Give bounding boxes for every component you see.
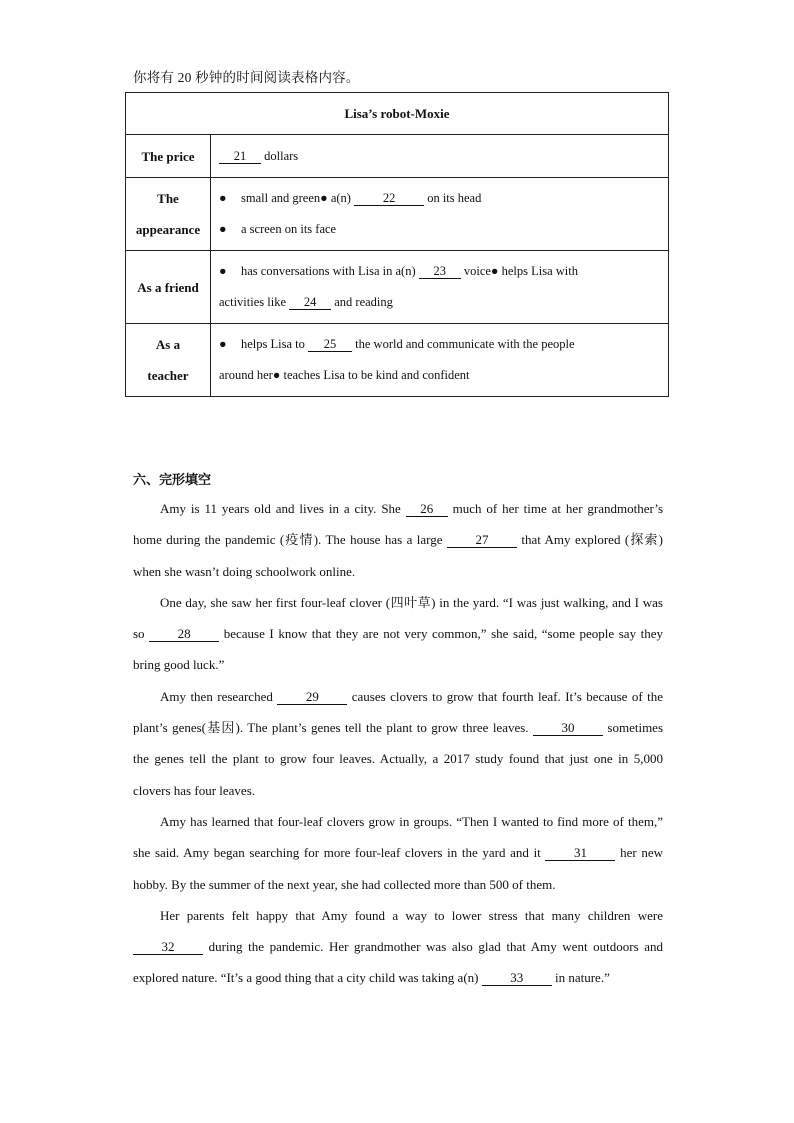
table-row-friend: As a friend ● has conversations with Lisa in a(n) 23 voice● helps Lisa with activities like 24 and reading (126, 251, 669, 324)
blank-32: 32 (133, 940, 203, 955)
table-row-appearance: The appearance ● small and green● a(n) 22 on its head ● a screen on its face (126, 178, 669, 251)
blank-26: 26 (406, 502, 448, 517)
cloze-section (133, 467, 663, 994)
bullet: ● (219, 191, 227, 205)
blank-24: 24 (289, 295, 331, 310)
label-friend: As a friend (126, 251, 211, 324)
bullet: ● (219, 264, 227, 278)
table-row-teacher: As a teacher ● helps Lisa to 25 the world and communicate with the people around her● teaches Lisa to be kind and confident (126, 324, 669, 397)
paragraph-5: Her parents felt happy that Amy found a way to lower stress that many children were 32 during the pandemic. Her grandmother was also glad that Amy went outdoors and explored nature. “It’s a good thing that a city child was taking a(n) 33 in nature.” (133, 907, 664, 986)
label-teacher: As a teacher (126, 324, 211, 397)
paragraph-1: Amy is 11 years old and lives in a city. She 26 much of her time at her grandmother’s home during the pandemic (疫情). The house has a large 27 that Amy explored (探索) when she wasn’t doing schoolwork online. (133, 501, 664, 579)
blank-22: 22 (354, 191, 424, 206)
section-heading: 六、完形填空 (133, 472, 212, 487)
paragraph-3: Amy then researched 29 causes clovers to grow that fourth leaf. It’s because of the plant’s genes(基因). The plant’s genes tell the plant to grow three leaves. 30 sometimes the genes tell the plant to grow four leaves. Actually, a 2017 study found that just one in 5,000 clovers has four leaves. (133, 688, 664, 798)
blank-21: 21 (219, 149, 261, 164)
info-table (125, 92, 669, 397)
price-unit: dollars (264, 148, 299, 163)
bullet: ● (219, 337, 227, 351)
blank-25: 25 (308, 337, 352, 352)
label-price: The price (126, 135, 211, 178)
paragraph-4: Amy has learned that four-leaf clovers grow in groups. “Then I wanted to find more of them,” she said. Amy began searching for more four-leaf clovers in the yard and it 31 her new hobby. By the summer of the next year, she had collected more than 500 of them. (133, 813, 664, 892)
blank-29: 29 (277, 690, 347, 705)
table-row-price (126, 135, 669, 178)
blank-28: 28 (149, 627, 219, 642)
blank-27: 27 (447, 533, 517, 548)
table-title: Lisa’s robot-Moxie (126, 93, 669, 135)
blank-33: 33 (482, 971, 552, 986)
intro-instruction: 你将有 20 秒钟的时间阅读表格内容。 (133, 70, 360, 85)
label-appearance: The appearance (126, 178, 211, 251)
bullet: ● (219, 222, 227, 236)
blank-23: 23 (419, 264, 461, 279)
paragraph-2: One day, she saw her first four-leaf clover (四叶草) in the yard. “I was just walking, and I was so 28 because I know that they are not very common,” she said, “some people say they bring good luck.” (133, 594, 664, 673)
blank-31: 31 (545, 846, 615, 861)
blank-30: 30 (533, 721, 603, 736)
